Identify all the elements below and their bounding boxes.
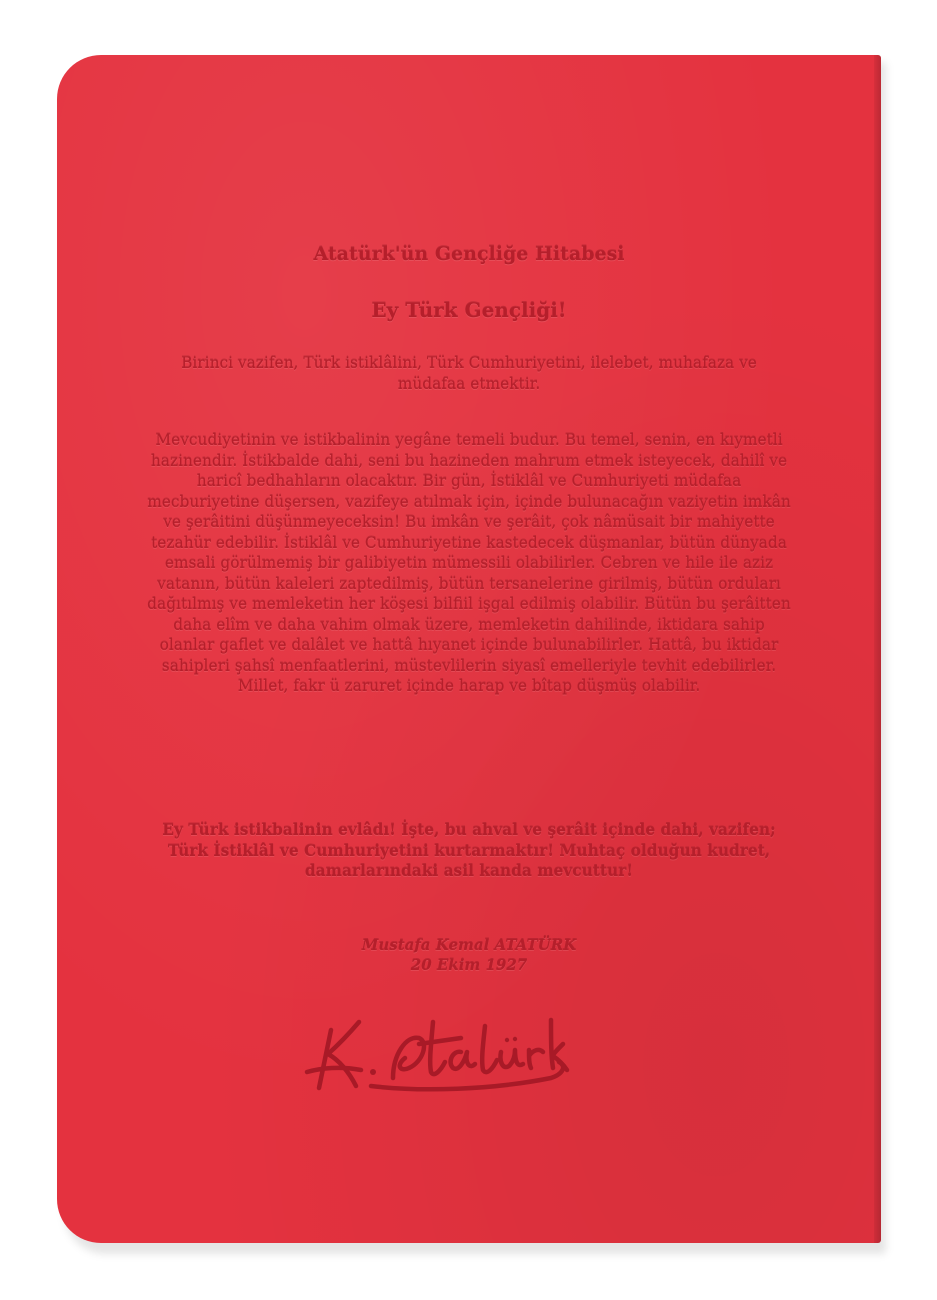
signature-image (301, 1000, 571, 1095)
speech-date: 20 Ekim 1927 (410, 956, 528, 974)
author-name: Mustafa Kemal ATATÜRK (361, 936, 577, 954)
cover-edge (874, 55, 881, 1243)
speech-title: Atatürk'ün Gençliğe Hitabesi (313, 243, 625, 265)
speech-paragraph-1: Birinci vazifen, Türk istiklâlini, Türk Cumhuriyetini, ilelebet, muhafaza ve müdafaa etmektir. (181, 354, 757, 393)
notebook-back-cover (57, 55, 881, 1243)
speech-paragraph-2: Mevcudiyetinin ve istikbalinin yegâne temeli budur. Bu temel, senin, en kıymetli hazinendir. İstikbalde dahi, seni bu hazineden mahrum etmek isteyecek, dahilî ve haricî bedhahların olacaktır. Bir gün, İstiklâl ve Cumhuriyeti müdafaa mecburiyetine düşersen, vazifeye atılmak için, içinde bulunacağın vaziyetin imkân ve şerâitini düşünmeyeceksin! Bu imkân ve şerâit, çok nâmüsait bir mahiyette tezahür edebilir. İstiklâl ve Cumhuriyetine kastedecek düşmanlar, bütün dünyada emsali görülmemiş bir galibiyetin mümessili olabilirler. Cebren ve hile ile aziz vatanın, bütün kaleleri zaptedilmiş, bütün tersanelerine girilmiş, bütün orduları dağıtılmış ve memleketin her köşesi bilfiil işgal edilmiş olabilir. Bütün bu şerâitten daha elîm ve daha vahim olmak üzere, memleketin dahilinde, iktidara sahip olanlar gaflet ve dalâlet ve hattâ hıyanet içinde bulunabilirler. Hattâ, bu iktidar sahipleri şahsî menfaatlerini, müstevlilerin siyasî emelleriyle tevhit edebilirler. Millet, fakr ü zaruret içinde harap ve bîtap düşmüş olabilir. (147, 431, 791, 695)
speech-heading: Ey Türk Gençliği! (371, 298, 567, 322)
speech-paragraph-3: Ey Türk istikbalinin evlâdı! İşte, bu ahval ve şerâit içinde dahi, vazifen; Türk İstiklâl ve Cumhuriyetini kurtarmaktır! Muhtaç olduğun kudret, damarlarındaki asil kanda mevcuttur! (162, 821, 776, 880)
